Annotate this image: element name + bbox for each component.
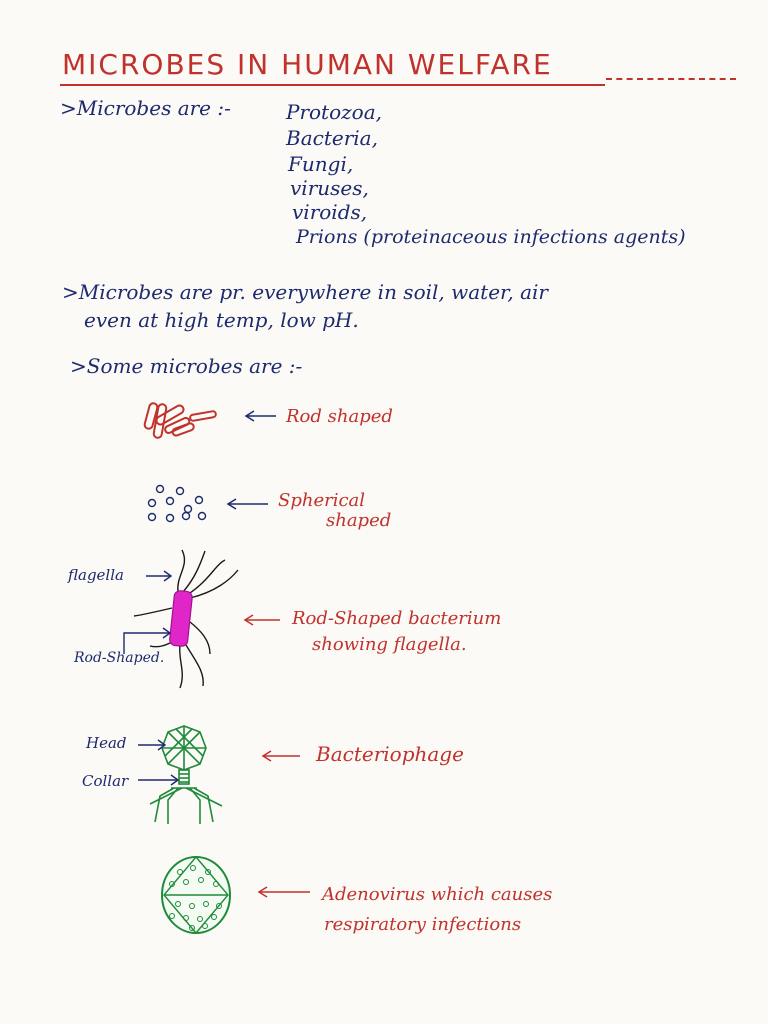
flagellated-arrow (245, 615, 280, 625)
rod-shaped-pointer (124, 628, 170, 654)
collar-label: Collar (82, 772, 129, 790)
phage-caption: Bacteriophage (316, 742, 464, 766)
adeno-arrow (259, 887, 310, 897)
rod-arrow (246, 411, 276, 421)
intro-item-viroids: viroids, (292, 200, 368, 224)
page-title: MICROBES IN HUMAN WELFARE (62, 48, 553, 81)
head-pointer (138, 740, 165, 750)
phage-arrow (263, 751, 300, 761)
rod-caption: Rod shaped (286, 406, 393, 427)
rod-bacteria-drawing (144, 402, 217, 438)
spherical-caption-1: Spherical (278, 490, 366, 511)
flagellated-caption-2: showing flagella. (312, 634, 467, 655)
spherical-bacteria-drawing (149, 486, 206, 522)
rod-shaped-label: Rod-Shaped. (74, 650, 165, 666)
some-microbes-lead: >Some microbes are :- (70, 354, 303, 378)
intro-lead: >Microbes are :- (60, 96, 231, 120)
collar-pointer (138, 775, 178, 785)
spherical-caption-2: shaped (326, 510, 392, 531)
intro-item-fungi: Fungi, (288, 152, 354, 176)
intro-item-prions: Prions (proteinaceous infections agents) (296, 226, 686, 248)
presence-line-2: even at high temp, low pH. (84, 308, 359, 332)
adenovirus-drawing (162, 857, 230, 933)
intro-item-bacteria: Bacteria, (286, 126, 378, 150)
spherical-arrow (228, 499, 268, 509)
presence-line-1: >Microbes are pr. everywhere in soil, water, air (62, 280, 548, 304)
bacteriophage-drawing (150, 726, 222, 824)
adeno-caption-2: respiratory infections (324, 914, 522, 935)
intro-item-viruses: viruses, (290, 176, 369, 200)
flagellated-caption-1: Rod-Shaped bacterium (292, 608, 502, 629)
head-label: Head (86, 734, 127, 752)
adeno-caption-1: Adenovirus which causes (322, 884, 553, 905)
intro-item-protozoa: Protozoa, (286, 100, 382, 124)
flagella-label: flagella (68, 566, 124, 584)
flagellated-bacterium-drawing (134, 550, 238, 688)
flagella-pointer (146, 571, 171, 581)
